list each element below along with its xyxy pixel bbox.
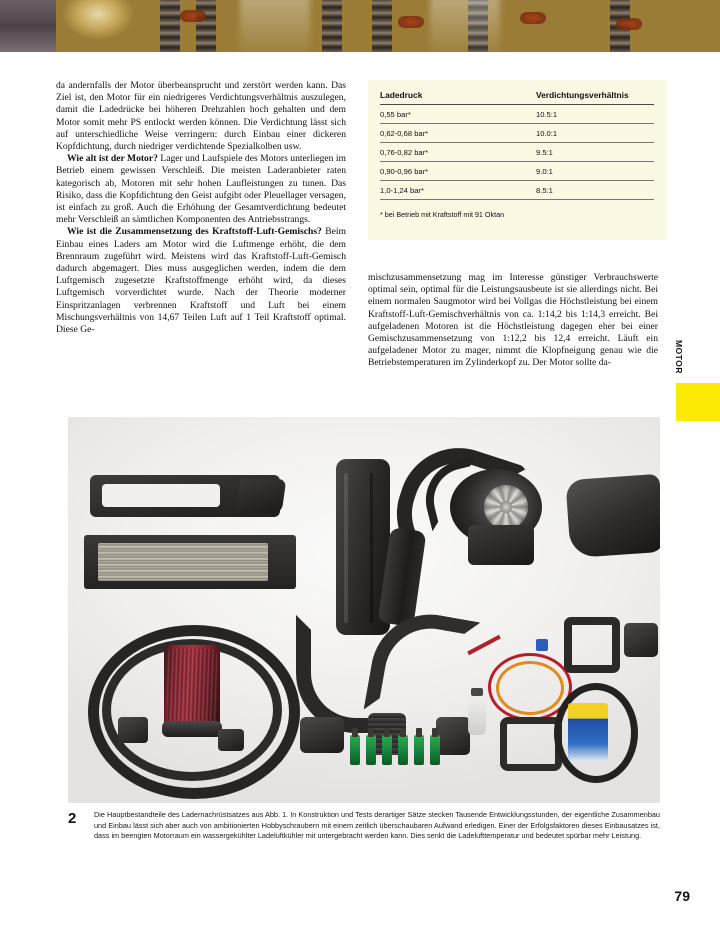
cell-ladedruck: 0,76-0,82 bar* (380, 143, 536, 162)
table-row (380, 143, 654, 162)
boost-compression-table (368, 80, 666, 240)
figure-caption (68, 810, 660, 842)
table-header-row (380, 90, 654, 105)
table (380, 90, 654, 200)
paragraph: da andernfalls der Motor überbeansprucht und zerstört werden kann. Das Ziel ist, den Motor für ein niedrigeres Verdichtungsverhältnis auszulegen, damit die Ladedrücke bei höheren Drehzahlen hoch gehalten und dem Motor somit mehr PS entlockt werden können. Die Verdichtung lässt sich auf unterschiedliche Weise verringern: durch Einbau einer dickeren Kopfdichtung, durch niedriger verdichtende Spezialkolben usw. (56, 80, 346, 153)
intercooler-part (84, 535, 296, 589)
run-in-heading: Wie alt ist der Motor? (67, 153, 158, 165)
body-text-right-column (368, 272, 658, 370)
small-valve-part (218, 729, 244, 751)
figure-caption-text: Die Hauptbestandteile des Ladernachrüstsatzes aus Abb. 1. In Konstruktion und Tests derartiger Sätze stecken Tausende Entwicklungsstunden, der eigentliche Zusammenbau und Einbau lässt sich aber auch von ambitionierten Hobbyschraubern mit einem zeitlich überschaubaren Aufwand erledigen. Einer der Erfolgsfaktoren dieses Einbausatzes ist, dass im beengten Motorraum ein wassergekühlter Ladeluftkühler mit untergebracht werden kann. Dies senkt die Ladelufttemperatur und bedeutet spürbar mehr Leistung. (94, 810, 660, 841)
bracket-plate-part (624, 623, 658, 657)
page-number: 79 (674, 888, 690, 904)
cell-verdichtung: 10.5:1 (536, 105, 654, 124)
mount-ring-part (500, 717, 562, 771)
intake-shroud-part (90, 475, 280, 517)
paragraph: mischzusammensetzung mag im Interesse günstiger Verbrauchswerte optimal sein, optimal für die Leistungsausbeute ist sie allerdings nicht. Bei einem normalen Saugmotor wird bei Vollgas die Höchstleistung bei einem Kraftstoff-Luft-Gemischverhältnis von ca. 1:14,2 bis 1:14,3 erreicht. Bei aufgeladenen Motoren ist die Höchstleistung dagegen eher bei einer Gemischzusammensetzung von 1:12,2 bis 12,4 erreicht. Läuft ein aufgeladener Motor zu mager, nimmt die Klopfneigung genau wie die Betriebstemperaturen im Zylinderkopf zu. Der Motor sollte da- (368, 272, 658, 369)
table-row (380, 181, 654, 200)
cell-verdichtung: 9.0:1 (536, 162, 654, 181)
section-accent-block (676, 383, 720, 421)
fluid-bottle-part (468, 695, 486, 735)
figure-number: 2 (68, 810, 77, 827)
body-text-left-column (56, 80, 346, 336)
airbox-cover-part (565, 474, 660, 558)
run-in-heading: Wie ist die Zusammensetzung des Kraftstoff-Luft-Gemischs? (67, 226, 322, 238)
paragraph-rest: Lager und Laufspiele des Motors unterliegen im Betrieb einem gewissen Verschleiß. Die meisten Laderanbieter raten kategorisch ab, Motoren mit sehr hohen Laufleistungen zu tunen. Das Risiko, dass die Kopfdichtung den Geist aufgibt oder Pleuellager versagen, ist einfach zu groß. Auch die Erhöhung der Gesamtverdichtung bedeutet mehr Verschleiß an sämtlichen Komponenten des Antriebsstrangs. (56, 153, 346, 226)
supercharger-unit-part (450, 469, 548, 565)
cell-ladedruck: 0,90-0,96 bar* (380, 162, 536, 181)
table-footnote: * bei Betrieb mit Kraftstoff mit 91 Oktan (380, 210, 505, 219)
wiring-harness-inner-part (496, 661, 564, 715)
bypass-valve-part (300, 717, 344, 753)
flange-adapter-part (564, 617, 620, 673)
paragraph-rest: Beim Einbau eines Laders am Motor wird die Luftmenge erhöht, die dem Brennraum zugeführt wird. Meistens wird das Kraftstoff-Luft-Gemisch dadurch abgemagert. Dies muss ausgeglichen werden, indem die dem Luftgemisch zugesetzte Kraftstoffmenge erhöht wird, da dieses Luftgemisch vorverdichtet wurde. Nach der Theorie moderner Einspritzanlagen verbrennen Kraftstoff und Luft bei einem Mischungsverhältnis von 14,67 Teilen Luft auf 1 Teil Kraftstoff optimal. Diese Ge- (56, 226, 347, 336)
paragraph (56, 153, 346, 226)
top-banner-photo (0, 0, 720, 52)
cell-verdichtung: 10.0:1 (536, 124, 654, 143)
table-row (380, 105, 654, 124)
supercharger-kit-photo (68, 417, 660, 803)
column-header-ladedruck: Ladedruck (380, 90, 536, 105)
table-row (380, 162, 654, 181)
column-header-verdichtungsverhaeltnis: Verdichtungsverhältnis (536, 90, 654, 105)
paragraph (56, 226, 346, 336)
cell-verdichtung: 9.5:1 (536, 143, 654, 162)
cell-verdichtung: 8.5:1 (536, 181, 654, 200)
cell-ladedruck: 0,62-0,68 bar* (380, 124, 536, 143)
cell-ladedruck: 0,55 bar* (380, 105, 536, 124)
air-filter-part (164, 645, 220, 731)
small-fitting-part (118, 717, 148, 743)
belt-package-part (568, 703, 608, 761)
connector-part (536, 639, 548, 651)
section-tab-label: MOTOR (674, 340, 684, 374)
cell-ladedruck: 1,0-1,24 bar* (380, 181, 536, 200)
table-row (380, 124, 654, 143)
pressure-valve-part (436, 717, 470, 755)
valvetrain-image (0, 0, 720, 52)
